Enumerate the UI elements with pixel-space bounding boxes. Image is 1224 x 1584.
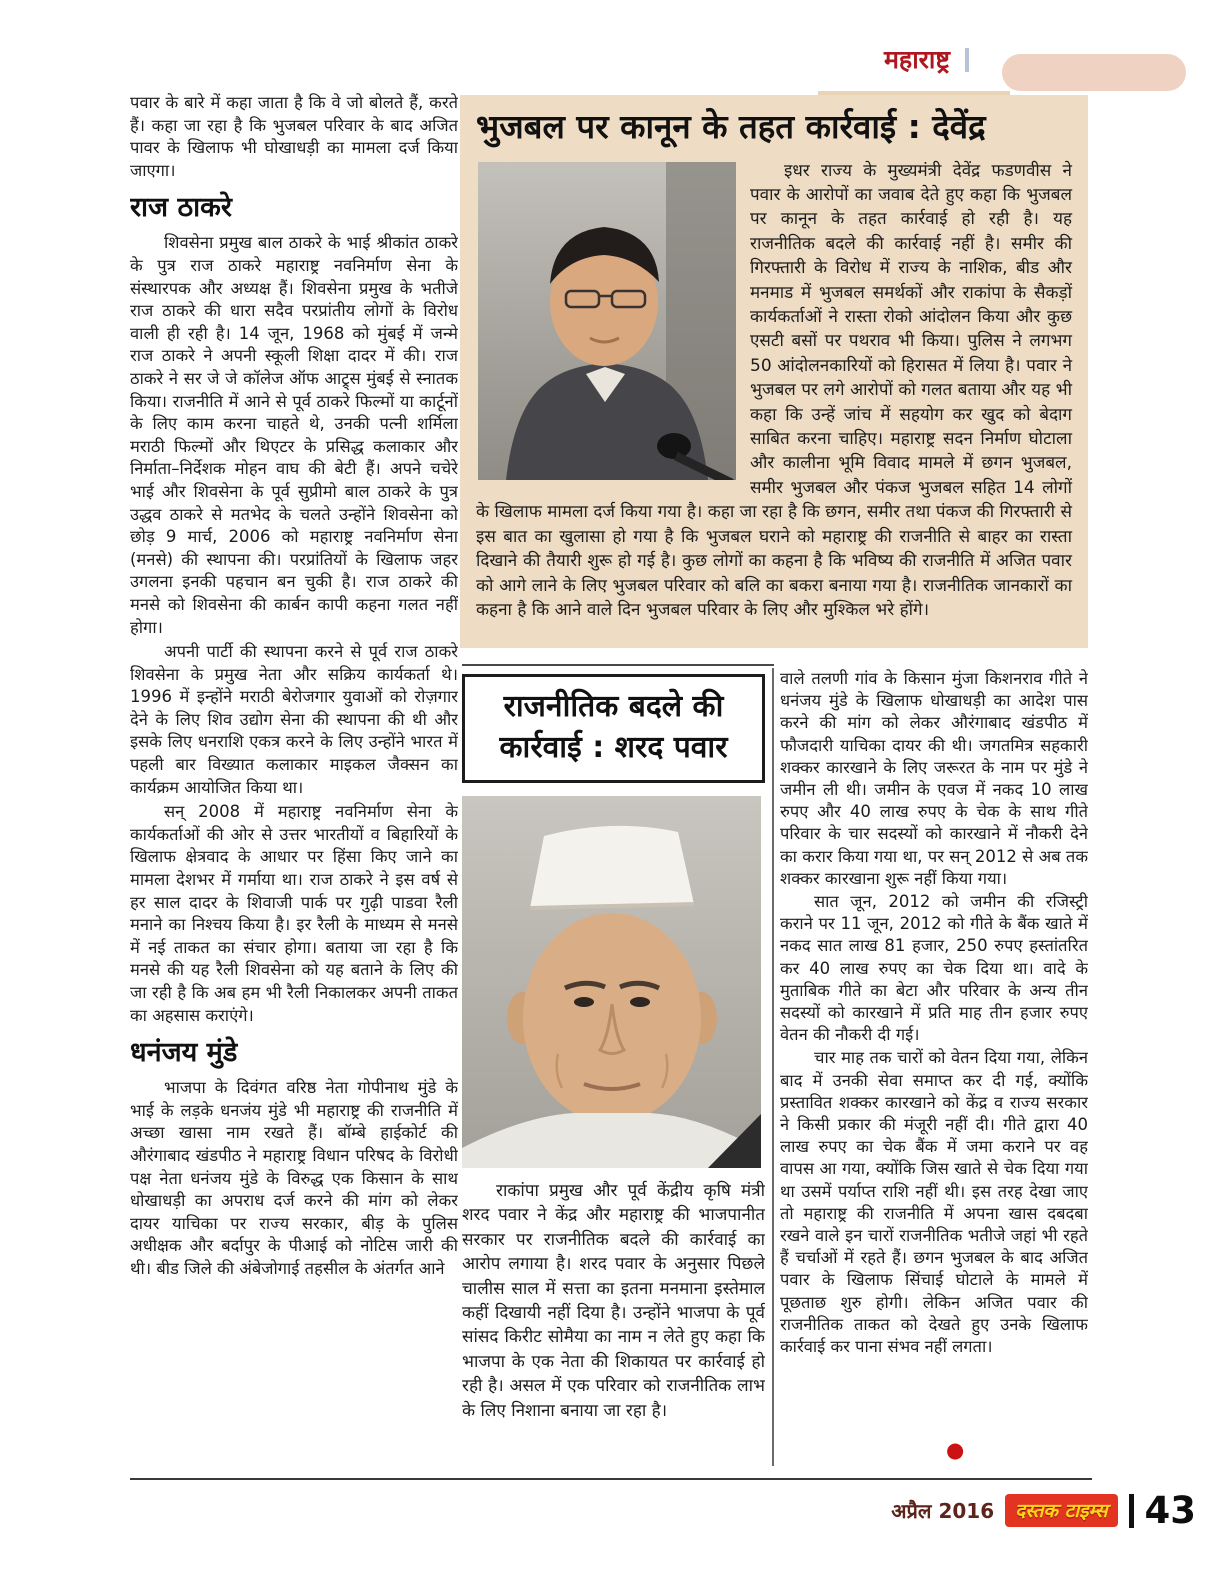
section-label: महाराष्ट्र bbox=[883, 45, 950, 74]
lead-article-title: भुजबल पर कानून के तहत कार्रवाई : देवेंद्र bbox=[476, 107, 986, 146]
footer-rule bbox=[130, 1478, 1092, 1480]
sharad-pawar-photo bbox=[462, 796, 761, 1168]
issue-date: अप्रैल 2016 bbox=[891, 1499, 995, 1523]
page-number: 43 bbox=[1144, 1489, 1196, 1532]
paragraph: वाले तलणी गांव के किसान मुंजा किशनराव गीते ने धनंजय मुंडे के खिलाफ धोखाधड़ी का आदेश पास करने की मांग को लेकर औरंगाबाद खंडपीठ में फौजदारी याचिका दायर की थी। जगतमित्र सहकारी शक्कर कारखाने के लिए जरूरत के नाम पर मुंडे ने जमीन ली थी। जमीन के एवज में नकद 10 लाख रुपए और 40 लाख रुपए के चेक के साथ गीते परिवार के चार सदस्यों को कारखाने में नौकरी देने का करार किया गया था, पर सन् 2012 से अब तक शक्कर कारखाना शुरू नहीं किया गया। bbox=[780, 669, 1088, 888]
header-pill-decoration bbox=[1002, 54, 1186, 91]
pawar-title-line2: कार्रवाई : शरद पवार bbox=[499, 729, 728, 765]
paragraph: अपनी पार्टी की स्थापना करने से पूर्व राज ठाकरे शिवसेना के प्रमुख नेता और सक्रिय कार्यकर्ता थे। 1996 में इन्होंने मराठी बेरोजगार युवाओं को रोज़गार देने के लिए शिव उद्योग सेना की स्थापना की थी और इसके लिए धनराशि एकत्र करने के लिए उन्होंने भारत में पहली बार विख्यात कलाकार माइकल जैक्सन का कार्यक्रम आयोजित किया था। bbox=[130, 642, 458, 797]
devendra-fadnavis-photo bbox=[478, 162, 736, 480]
heading-dhananjay-munde: धनंजय मुंडे bbox=[130, 1037, 238, 1069]
column-divider bbox=[772, 668, 774, 1466]
pawar-article bbox=[462, 674, 765, 1423]
paragraph: राकांपा प्रमुख और पूर्व केंद्रीय कृषि मंत्री शरद पवार ने केंद्र और महाराष्ट्र की भाजपानीत सरकार पर राजनीतिक बदले की कार्रवाई का आरोप लगाया है। शरद पवार के अनुसार पिछले चालीस साल में सत्ता का इतना मनमाना इस्तेमाल कहीं दिखायी नहीं दिया है। उन्होंने भाजपा के पूर्व सांसद किरीट सोमैया का नाम न लेते हुए कहा कि भाजपा के एक नेता की शिकायत पर कार्रवाई हो रही है। असल में एक परिवार को राजनीतिक लाभ के लिए निशाना बनाया जा रहा है। bbox=[462, 1181, 765, 1421]
right-column bbox=[780, 668, 1088, 1476]
page-footer bbox=[810, 1489, 1196, 1532]
pawar-article-title bbox=[462, 674, 765, 783]
paragraph: सन् 2008 में महाराष्ट्र नवनिर्माण सेना के कार्यकर्ताओं की ओर से उत्तर भारतीयों व बिहारियों के खिलाफ क्षेत्रवाद के आधार पर हिंसा किए जाने का मामला देशभर में गर्माया था। राज ठाकरे ने इस वर्ष से हर साल दादर के शिवाजी पार्क पर गुढ़ी पाडवा रैली मनाने का निश्चय किया है। इर रैली के माध्यम से मनसे में नई ताकत का संचार होगा। बताया जा रहा है कि मनसे की यह रैली शिवसेना को यह बताने के लिए की जा रही है कि अब हम भी रैली निकालकर अपनी ताकत का अहसास कराएंगे। bbox=[130, 802, 458, 1025]
pawar-title-line1: राजनीतिक बदले की bbox=[503, 689, 724, 724]
horizontal-divider bbox=[462, 664, 774, 666]
paragraph: पवार के बारे में कहा जाता है कि वे जो बोलते हैं, करते हैं। कहा जा रहा है कि भुजबल परिवार के बाद अजित पावर के खिलाफ भी घोखाधड़ी का मामला दर्ज किया जाएगा। bbox=[130, 93, 458, 180]
paragraph: चार माह तक चारों को वेतन दिया गया, लेकिन बाद में उनकी सेवा समाप्त कर दी गई, क्योंकि प्रस्तावित शक्कर कारखाने को केंद्र व राज्य सरकार ने किसी प्रकार की मंजूरी नहीं दी। गीते द्वारा 40 लाख रुपए का चेक बैंक में जमा कराने पर वह वापस आ गया, क्योंकि जिस खाते से चेक दिया गया था उसमें पर्याप्त राशि नहीं थी। इस तरह देखा जाए तो महाराष्ट्र की राजनीति में अपना खास दबदबा रखने वाले इन चारों राजनीतिक भतीजे जहां भी रहते हैं चर्चाओं में रहते हैं। छगन भुजबल के बाद अजित पवार के खिलाफ सिंचाई घोटाले के मामले में पूछताछ शुरु होगी। लेकिन अजित पवार की राजनीतिक ताकत को देखते हुए उनके खिलाफ कार्रवाई कर पाना संभव नहीं लगता। bbox=[780, 1048, 1088, 1357]
paragraph: भाजपा के दिवंगत वरिष्ठ नेता गोपीनाथ मुंडे के भाई के लड़के धनजंय मुंडे भी महाराष्ट्र की राजनीति में अच्छा खासा नाम रखते हैं। बॉम्बे हाईकोर्ट की औरंगाबाद खंडपीठ ने महाराष्ट्र विधान परिषद के विरोधी पक्ष नेता धनंजय मुंडे के विरुद्ध एक किसान के साथ धोखाधड़ी का अपराध दर्ज करने की मांग को लेकर दायर याचिका पर राज्य सरकार, बीड़ के पुलिस अधीक्षक और बर्दापुर के पीआई को नोटिस जारी की थी। बीड जिले की अंबेजोगाई तहसील के अंतर्गत आने bbox=[130, 1078, 458, 1278]
heading-raj-thackeray: राज ठाकरे bbox=[130, 192, 232, 224]
article-end-dot: ● bbox=[946, 1438, 965, 1462]
left-column bbox=[130, 92, 458, 1474]
header-divider bbox=[965, 48, 969, 72]
lead-article bbox=[460, 95, 1088, 648]
paragraph: सात जून, 2012 को जमीन की रजिस्ट्री कराने पर 11 जून, 2012 को गीते के बैंक खाते में नकद सात लाख 81 हजार, 250 रुपए हस्तांतरित कर 40 लाख रुपए का चेक दिया था। वादे के मुताबिक गीते का बेटा और परिवार के अन्य तीन सदस्यों को कारखाने में प्रति माह तीन हजार रुपए वेतन की नौकरी दी गई। bbox=[780, 892, 1088, 1045]
magazine-logo: दस्तक टाइम्स bbox=[1005, 1494, 1117, 1527]
paragraph: शिवसेना प्रमुख बाल ठाकरे के भाई श्रीकांत ठाकरे के पुत्र राज ठाकरे महाराष्ट्र नवनिर्माण सेना के संस्थारपक और अध्यक्ष हैं। शिवसेना प्रमुख के भतीजे राज ठाकरे की धारा सदैव परप्रांतीय लोगों के विरोध वाली ही रही है। 14 जून, 1968 को मुंबई में जन्मे राज ठाकरे ने अपनी स्कूली शिक्षा दादर में की। राज ठाकरे ने सर जे जे कॉलेज ऑफ आट्र्स मुंबई से स्नातक किया। राजनीति में आने से पूर्व ठाकरे फिल्मों या कार्टूनों के लिए काम करना चाहते थे, उनकी पत्नी शर्मिला मराठी फिल्मों और थिएटर के प्रसिद्ध कलाकार और निर्माता–निर्देशक मोहन वाघ की बेटी हैं। अपने चचेरे भाई और शिवसेना के पूर्व सुप्रीमो बाल ठाकरे के पुत्र उद्धव ठाकरे से मतभेद के चलते उन्होंने शिवसेना को छोड़ 9 मार्च, 2006 को महाराष्ट्र नवनिर्माण सेना (मनसे) की स्थापना की। परप्रांतियों के खिलाफ जहर उगलना इनकी पहचान बन चुकी है। राज ठाकरे की मनसे को शिवसेना की कार्बन कापी कहना गलत नहीं होगा। bbox=[130, 233, 458, 637]
paragraph: इधर राज्य के मुख्यमंत्री देवेंद्र फडणवीस ने पवार के आरोपों का जवाब देते हुए कहा कि भुजबल पर कानून के तहत कार्रवाई हो रही है। यह राजनीतिक बदले की कार्रवाई नहीं है। समीर की गिरफ्तारी के विरोध में राज्य के नाशिक, बीड और मनमाड में भुजबल समर्थकों और राकांपा के सैकड़ों कार्यकर्ताओं ने रास्ता रोको आंदोलन किया और कुछ एसटी बसों पर पथराव भी किया। पुलिस ने लगभग 50 आंदोलनकारियों को हिरासत में लिया है। पवार ने भुजबल पर लगे आरोपों को गलत बताया और यह भी कहा कि उन्हें जांच में सहयोग कर खुद को बेदाग साबित करना चाहिए। महाराष्ट्र सदन निर्माण घोटाला और कालीना भूमि विवाद मामले में छगन भुजबल, समीर भुजबल और पंकज भुजबल सहित 14 लोगों के खिलाफ मामला दर्ज किया गया है। कहा जा रहा है कि छगन, समीर तथा पंकज की गिरफ्तारी से इस बात का खुलासा हो गया है कि भुजबल घराने को महाराष्ट्र की राजनीति से बाहर का रास्ता दिखाने की तैयारी शुरू हो गई है। कुछ लोगों का कहना है कि भविष्य की राजनीति में अजित पवार को आगे लाने के लिए भुजबल परिवार को बलि का बकरा बनाया गया है। राजनीतिक जानकारों का कहना है कि आने वाले दिन भुजबल परिवार के लिए और मुश्किल भरे होंगे। bbox=[476, 160, 1072, 620]
footer-divider bbox=[1129, 1494, 1134, 1528]
